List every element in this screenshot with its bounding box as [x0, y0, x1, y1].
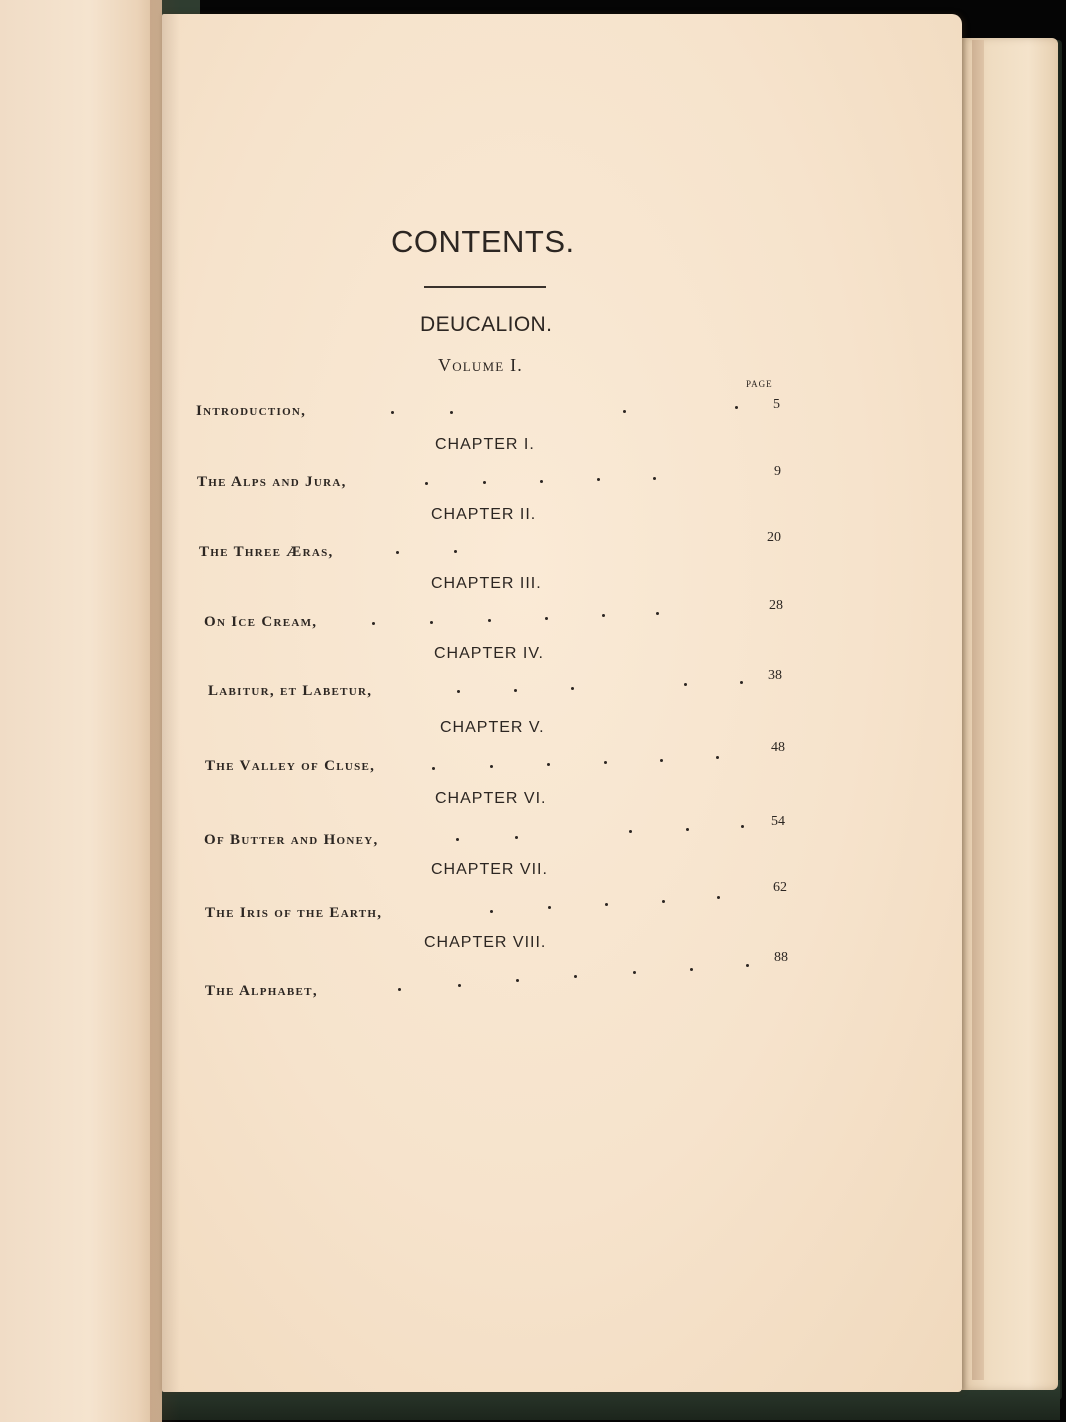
leader-dot: [605, 903, 608, 906]
toc-page-number: 20: [767, 530, 781, 545]
leader-dot: [604, 761, 607, 764]
chapter-heading: CHAPTER VII.: [431, 861, 548, 878]
leader-dot: [372, 622, 375, 625]
toc-entry-title: Introduction,: [196, 403, 307, 419]
leader-dot: [623, 410, 626, 413]
leader-dot: [488, 619, 491, 622]
heading-rule: [424, 286, 546, 288]
leader-dot: [391, 411, 394, 414]
leader-dot: [597, 478, 600, 481]
leader-dot: [574, 975, 577, 978]
leader-dot: [602, 614, 605, 617]
leader-dot: [514, 689, 517, 692]
book-gutter: [150, 0, 180, 1422]
toc-page-number: 48: [771, 740, 785, 755]
leader-dot: [684, 683, 687, 686]
chapter-heading: CHAPTER IV.: [434, 645, 544, 662]
leader-dot: [457, 690, 460, 693]
chapter-heading: CHAPTER V.: [440, 719, 545, 736]
leader-dot: [735, 406, 738, 409]
leader-dot: [717, 896, 720, 899]
leader-dot: [633, 971, 636, 974]
chapter-heading: CHAPTER VI.: [435, 790, 547, 807]
toc-page-number: 88: [774, 950, 788, 965]
contents-heading: CONTENTS.: [391, 224, 575, 259]
leader-dot: [741, 825, 744, 828]
leader-dot: [425, 482, 428, 485]
toc-entry-title: The Three Æras,: [199, 544, 334, 560]
book-title: DEUCALION.: [420, 313, 553, 336]
leader-dot: [515, 836, 518, 839]
leader-dot: [432, 767, 435, 770]
chapter-heading: CHAPTER III.: [431, 575, 542, 592]
leader-dot: [398, 988, 401, 991]
page-column-label: PAGE: [746, 379, 773, 389]
toc-entry-title: Of Butter and Honey,: [204, 832, 379, 848]
leader-dot: [450, 411, 453, 414]
leader-dot: [653, 477, 656, 480]
leader-dot: [454, 550, 457, 553]
toc-page-number: 62: [773, 880, 787, 895]
leader-dot: [690, 968, 693, 971]
leader-dot: [458, 984, 461, 987]
toc-entry-title: The Alps and Jura,: [197, 474, 347, 490]
leader-dot: [656, 612, 659, 615]
chapter-heading: CHAPTER VIII.: [424, 934, 547, 951]
leader-dot: [746, 964, 749, 967]
leader-dot: [490, 765, 493, 768]
leader-dot: [396, 551, 399, 554]
toc-entry-title: The Iris of the Earth,: [205, 905, 383, 921]
leader-dot: [571, 687, 574, 690]
toc-page-number: 28: [769, 598, 783, 613]
leader-dot: [660, 759, 663, 762]
chapter-heading: CHAPTER II.: [431, 506, 537, 523]
leader-dot: [430, 621, 433, 624]
toc-entry-title: Labitur, et Labetur,: [208, 683, 373, 699]
leader-dot: [548, 906, 551, 909]
toc-entry-title: The Alphabet,: [205, 983, 318, 999]
toc-entry-title: The Valley of Cluse,: [205, 758, 376, 774]
leader-dot: [629, 830, 632, 833]
toc-page-number: 5: [773, 397, 780, 412]
toc-page-number: 9: [774, 464, 781, 479]
leader-dot: [716, 756, 719, 759]
right-page: [162, 14, 962, 1392]
leader-dot: [662, 900, 665, 903]
leader-dot: [545, 617, 548, 620]
page-edge-shadow: [972, 40, 984, 1380]
leader-dot: [456, 838, 459, 841]
leader-dot: [483, 481, 486, 484]
toc-entry-title: On Ice Cream,: [204, 614, 318, 630]
leader-dot: [740, 681, 743, 684]
leader-dot: [547, 763, 550, 766]
leader-dot: [490, 910, 493, 913]
left-page: [0, 0, 162, 1422]
leader-dot: [686, 828, 689, 831]
toc-page-number: 54: [771, 814, 785, 829]
chapter-heading: CHAPTER I.: [435, 436, 535, 453]
leader-dot: [540, 480, 543, 483]
toc-page-number: 38: [768, 668, 782, 683]
leader-dot: [516, 979, 519, 982]
volume-label: Volume I.: [438, 355, 524, 375]
